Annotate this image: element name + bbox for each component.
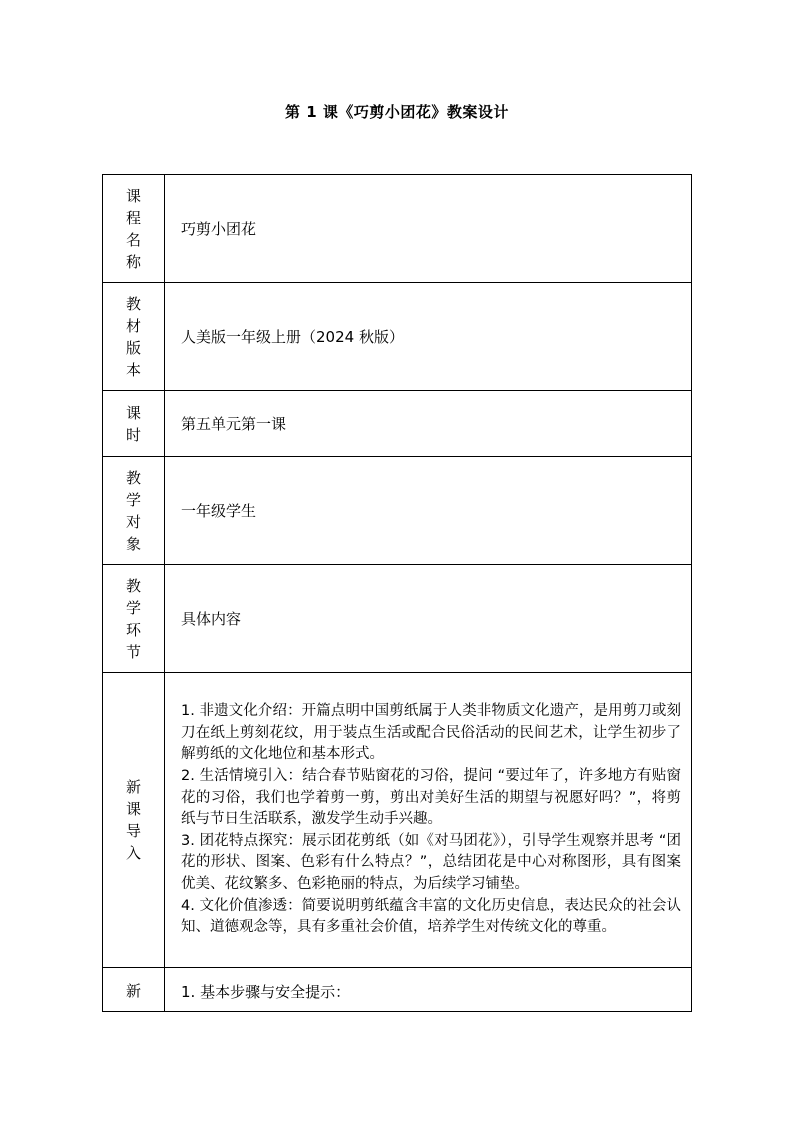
row-label-lesson-period	[103, 391, 165, 457]
lesson-plan-table	[102, 174, 692, 1012]
row-label-teaching-target	[103, 457, 165, 565]
row-value-teaching-stage: 具体内容	[165, 565, 692, 673]
row-content-new-lesson-intro	[165, 673, 692, 968]
table-row-textbook-edition	[103, 283, 692, 391]
label-char: 称	[125, 252, 141, 271]
intro-paragraph-4: 4. 文化价值渗透：简要说明剪纸蕴含丰富的文化历史信息，表达民众的社会认知、道德观念等，具有多重社会价值，培养学生对传统文化的尊重。	[181, 897, 681, 936]
row-value-course-name: 巧剪小团花	[165, 175, 692, 283]
label-char: 课	[125, 186, 141, 205]
table-row-new-lesson-teaching	[103, 968, 692, 1012]
label-char: 新	[125, 778, 141, 796]
label-char: 材	[125, 316, 141, 335]
row-value-lesson-period: 第五单元第一课	[165, 391, 692, 457]
label-char: 入	[125, 844, 141, 862]
row-label-course-name	[103, 175, 165, 283]
label-char: 教	[125, 294, 141, 313]
row-label-teaching-stage	[103, 565, 165, 673]
intro-paragraph-2: 2. 生活情境引入：结合春节贴窗花的习俗，提问 “要过年了，许多地方有贴窗花的习俗，我们也学着剪一剪，剪出对美好生活的期望与祝愿好吗？”，将剪纸与节日生活联系，激发学生动手兴趣。	[181, 768, 681, 828]
intro-paragraph-1: 1. 非遗文化介绍：开篇点明中国剪纸属于人类非物质文化遗产，是用剪刀或刻刀在纸上剪刻花纹，用于装点生活或配合民俗活动的民间艺术，让学生初步了解剪纸的文化地位和基本形式。	[181, 703, 681, 763]
label-char: 教	[125, 576, 141, 595]
label-char: 课	[125, 403, 141, 422]
label-char: 学	[125, 490, 141, 509]
row-value-textbook-edition: 人美版一年级上册（2024 秋版）	[165, 283, 692, 391]
page-title: 第 1 课《巧剪小团花》教案设计	[285, 103, 509, 121]
table-row-course-name	[103, 175, 692, 283]
label-char: 节	[125, 642, 141, 661]
intro-paragraph-3: 3. 团花特点探究：展示团花剪纸（如《对马团花》），引导学生观察并思考 “团花的形状、图案、色彩有什么特点？”，总结团花是中心对称图形，具有图案优美、花纹繁多、色彩艳丽的特点，为后续学习铺垫。	[181, 832, 681, 892]
table-row-teaching-target	[103, 457, 692, 565]
label-char: 学	[125, 598, 141, 617]
row-value-teaching-target: 一年级学生	[165, 457, 692, 565]
label-char: 名	[125, 230, 141, 249]
label-char: 时	[125, 425, 141, 444]
label-char: 对	[125, 512, 141, 531]
label-char: 导	[125, 822, 141, 840]
table-row-teaching-stage	[103, 565, 692, 673]
table-row-new-lesson-intro	[103, 673, 692, 968]
table-row-lesson-period	[103, 391, 692, 457]
label-char: 课	[125, 800, 141, 818]
row-label-new-lesson-intro	[103, 673, 165, 968]
label-char: 环	[125, 620, 141, 639]
label-char: 本	[125, 360, 141, 379]
label-char: 教	[125, 468, 141, 487]
row-value-new-lesson-teaching: 1. 基本步骤与安全提示：	[165, 968, 692, 1012]
row-label-new-lesson-teaching: 新	[103, 968, 165, 1012]
label-char: 程	[125, 208, 141, 227]
row-label-textbook-edition	[103, 283, 165, 391]
label-char: 版	[125, 338, 141, 357]
label-char: 象	[125, 534, 141, 553]
